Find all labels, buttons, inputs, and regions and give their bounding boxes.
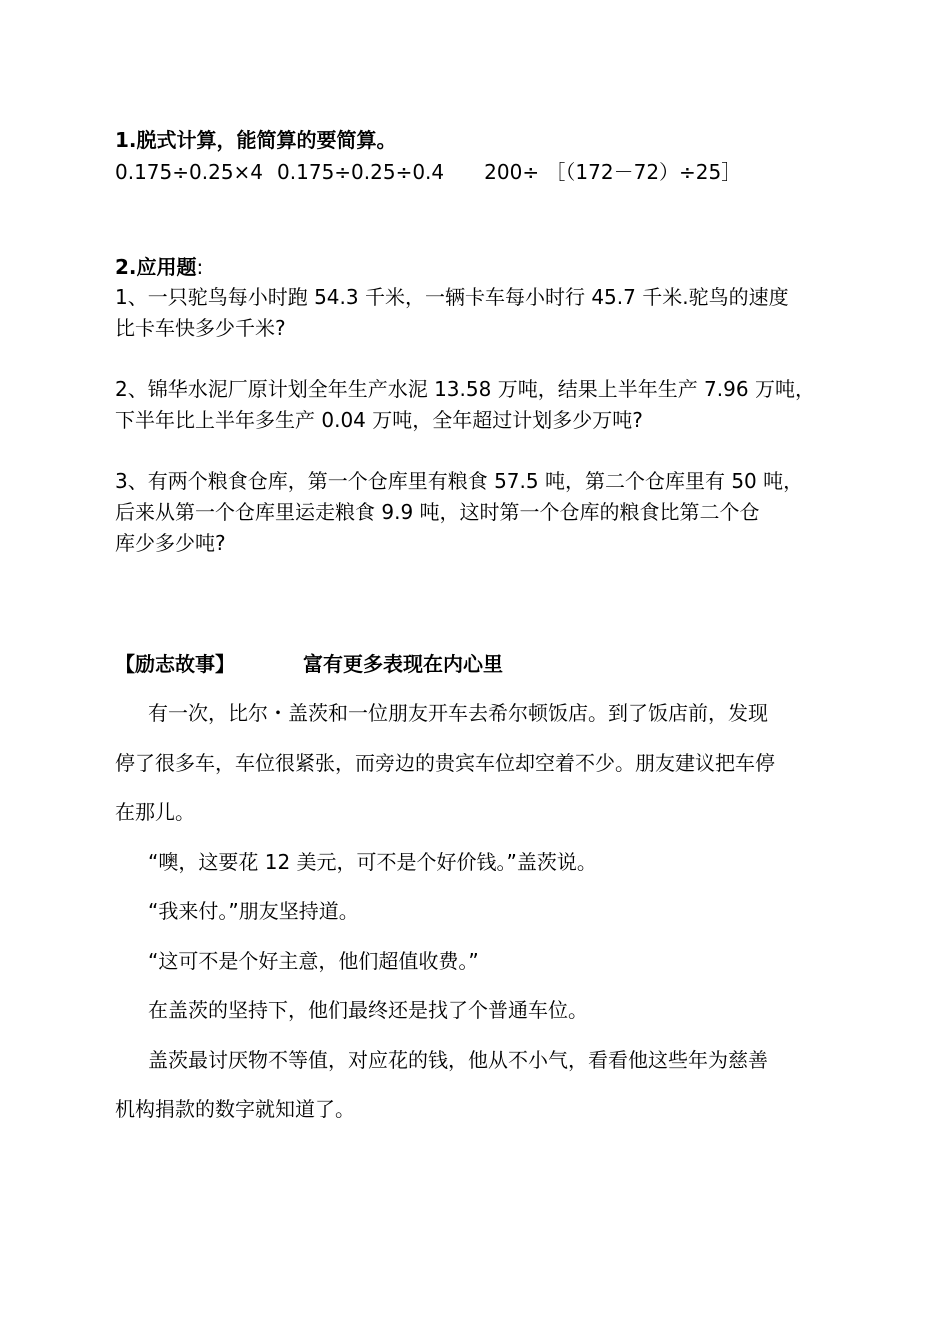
- expression-1: 0.175÷0.25×4: [115, 160, 264, 184]
- story-paragraph-line: 有一次，比尔・盖茨和一位朋友开车去希尔顿饭店。到了饭店前，发现: [148, 701, 768, 725]
- story-paragraph-line: 停了很多车，车位很紧张，而旁边的贵宾车位却空着不少。朋友建议把车停: [115, 751, 775, 775]
- story-paragraph-line: “噢，这要花 12 美元，可不是个好价钱。”盖茨说。: [148, 850, 597, 874]
- story-paragraph-line: 在那儿。: [115, 800, 195, 824]
- problem-2-line-2: 下半年比上半年多生产 0.04 万吨，全年超过计划多少万吨?: [115, 408, 643, 432]
- section1-heading: 1.脱式计算，能简算的要简算。: [115, 128, 397, 152]
- story-paragraph-line: 在盖茨的坚持下，他们最终还是找了个普通车位。: [148, 998, 588, 1022]
- story-paragraph-line: “这可不是个好主意，他们超值收费。”: [148, 949, 479, 973]
- problem-1-line-1: 1、一只驼鸟每小时跑 54.3 千米，一辆卡车每小时行 45.7 千米.驼鸟的速度: [115, 285, 789, 309]
- story-paragraph-line: 机构捐款的数字就知道了。: [115, 1097, 355, 1121]
- story-paragraph-line: “我来付。”朋友坚持道。: [148, 899, 359, 923]
- expression-3: 200÷ ［（172－72）÷25］: [484, 160, 742, 184]
- story-title: 富有更多表现在内心里: [303, 652, 503, 676]
- problem-1-line-2: 比卡车快多少千米?: [115, 316, 286, 340]
- story-paragraph-line: 盖茨最讨厌物不等值，对应花的钱，他从不小气，看看他这些年为慈善: [148, 1048, 768, 1072]
- story-heading-row: [115, 651, 503, 677]
- section2-heading-colon: :: [196, 255, 204, 279]
- expression-2: 0.175÷0.25÷0.4: [277, 160, 445, 184]
- section2-heading: 2.应用题: [115, 255, 197, 279]
- expression-row: [115, 159, 741, 185]
- problem-3-line-1: 3、有两个粮食仓库，第一个仓库里有粮食 57.5 吨，第二个仓库里有 50 吨，: [115, 469, 804, 493]
- story-tag: 【励志故事】: [115, 652, 235, 676]
- problem-3-line-2: 后来从第一个仓库里运走粮食 9.9 吨，这时第一个仓库的粮食比第二个仓: [115, 500, 760, 524]
- section2-heading-row: [115, 254, 203, 280]
- problem-2-line-1: 2、锦华水泥厂原计划全年生产水泥 13.58 万吨，结果上半年生产 7.96 万吨，: [115, 377, 815, 401]
- problem-3-line-3: 库少多少吨?: [115, 531, 226, 555]
